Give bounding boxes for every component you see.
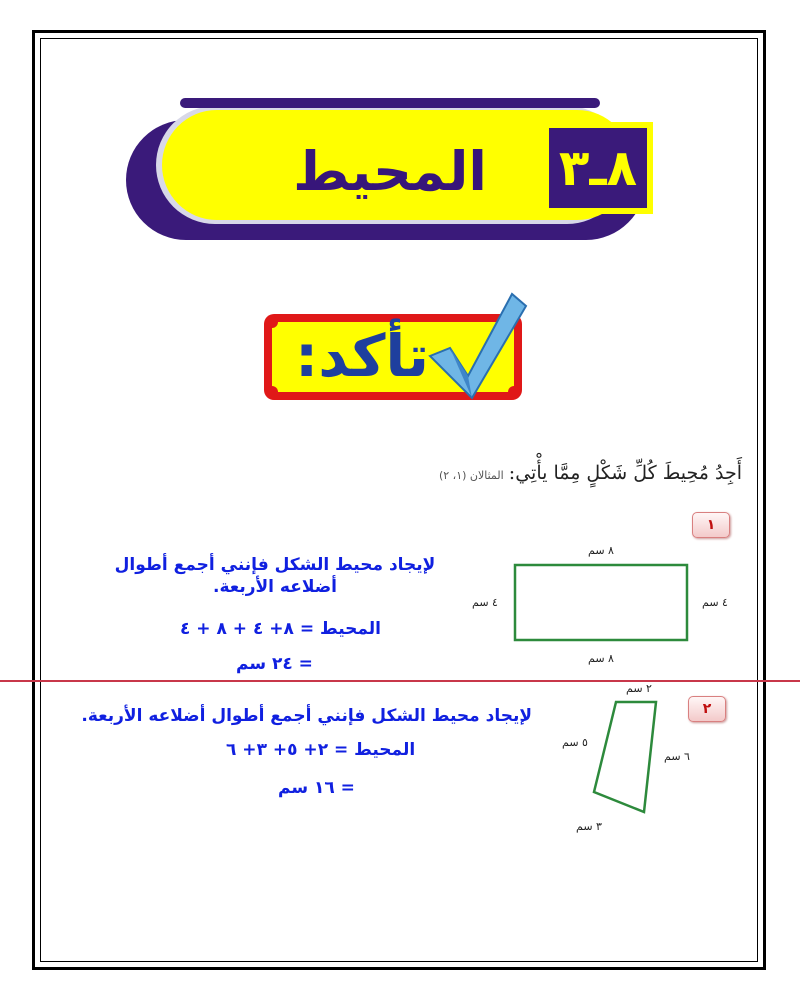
problem-2-explanation: لإيجاد محيط الشكل فإنني أجمع أطوال أضلاعه الأربعة.: [81, 706, 532, 726]
rect-label-top: ٨ سم: [588, 544, 614, 557]
problem-1-number: ١: [706, 517, 716, 533]
quad-label-right: ٦ سم: [664, 750, 690, 763]
instruction-reference: المثالان (١، ٢): [438, 469, 504, 482]
problem-2-result: = ١٦ سم: [278, 778, 355, 798]
instruction-line: [439, 462, 742, 484]
quad-label-left: ٥ سم: [562, 736, 588, 749]
problem-1-explanation: لإيجاد محيط الشكل فإنني أجمع أطوال أضلاعه الأربعة.: [114, 555, 436, 597]
rect-label-bottom: ٨ سم: [588, 652, 614, 665]
problem-1-result: = ٢٤ سم: [236, 654, 313, 674]
quad-label-top: ٢ سم: [626, 682, 652, 695]
lesson-number-box: [543, 122, 653, 214]
quad-label-bottom: ٣ سم: [576, 820, 602, 833]
divider-line: [0, 680, 800, 682]
checkmark-icon: [420, 286, 530, 406]
rect-label-right: ٤ سم: [702, 596, 728, 609]
page-title: المحيط: [293, 140, 487, 203]
problem-1-equation: المحيط = ٨+ ٤ + ٨ + ٤: [180, 619, 382, 639]
problem-2-number: ٢: [702, 701, 712, 717]
lesson-number: ٨ـ٣: [558, 139, 638, 197]
problem-2-equation: المحيط = ٢+ ٥+ ٣+ ٦: [226, 740, 416, 760]
check-label: تأكد:: [295, 322, 429, 390]
instruction-text: أَجِدُ مُحِيطَ كُلِّ شَكْلٍ مِمَّا يأْتِي:: [508, 462, 742, 484]
rect-label-left: ٤ سم: [472, 596, 498, 609]
